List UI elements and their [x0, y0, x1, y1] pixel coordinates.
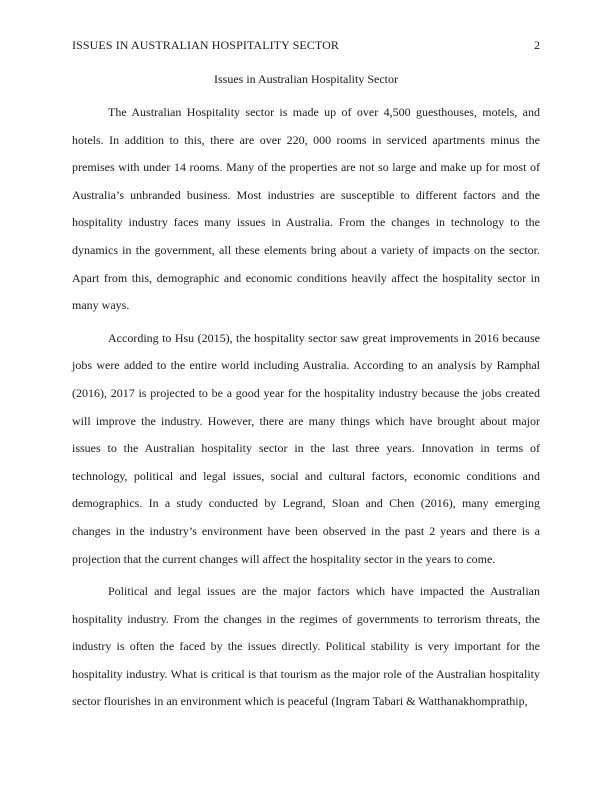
paragraph: According to Hsu (2015), the hospitality sector saw great improvements in 2016 because jobs were added to the entire world including Australia. According to an analysis by Ramphal (2016), 2017 is projected to be a good year for the hospitality industry because the jobs created will improve the industry. However, there are many things which have brought about major issues to the Australian hospitality sector in the last three years. Innovation in terms of technology, political and legal issues, social and cultural factors, economic conditions and demographics. In a study conducted by Legrand, Sloan and Chen (2016), many emerging changes in the industry’s environment have been observed in the past 2 years and there is a projection that the current changes will affect the hospitality sector in the years to come. — [72, 330, 540, 566]
document-title: Issues in Australian Hospitality Sector — [214, 72, 398, 86]
paragraph: The Australian Hospitality sector is made up of over 4,500 guesthouses, motels, and hotels. In addition to this, there are over 220, 000 rooms in serviced apartments minus the premises with under 14 rooms. Many of the properties are not so large and make up for most of Australia’s unbranded business. Most industries are susceptible to different factors and the hospitality industry faces many issues in Australia. From the changes in technology to the dynamics in the government, all these elements bring about a variety of impacts on the sector. Apart from this, demographic and economic conditions heavily affect the hospitality sector in many ways. — [72, 105, 540, 313]
document-body — [72, 99, 540, 721]
page-number: 2 — [534, 38, 540, 52]
running-head: ISSUES IN AUSTRALIAN HOSPITALITY SECTOR — [72, 38, 339, 52]
paragraph: Political and legal issues are the major factors which have impacted the Australian hospitality industry. From the changes in the regimes of governments to terrorism threats, the industry is often the faced by the issues directly. Political stability is very important for the hospitality industry. What is critical is that tourism as the major role of the Australian hospitality sector flourishes in an environment which is peaceful (Ingram Tabari & Watthanakhomprathip, — [72, 584, 540, 709]
